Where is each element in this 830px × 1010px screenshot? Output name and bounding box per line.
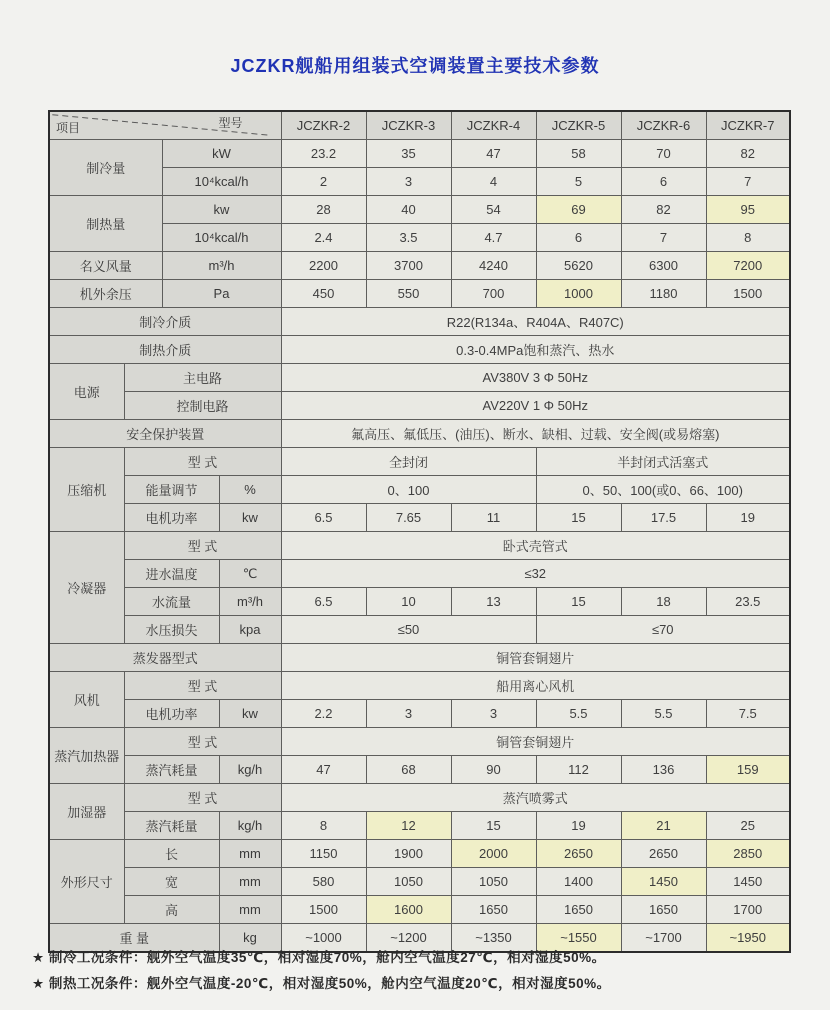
value-cell: 47 — [451, 140, 536, 168]
value-cell: 70 — [621, 140, 706, 168]
value-cell: 3.5 — [366, 224, 451, 252]
value-cell: 7 — [621, 224, 706, 252]
value-cell: 35 — [366, 140, 451, 168]
value-cell: 18 — [621, 588, 706, 616]
value-cell: 136 — [621, 756, 706, 784]
value-cell: 2650 — [536, 840, 621, 868]
value-cell: ~1950 — [706, 924, 790, 953]
value-cell: 1400 — [536, 868, 621, 896]
value-cell: 54 — [451, 196, 536, 224]
value-cell: 3700 — [366, 252, 451, 280]
value-cell: 6 — [536, 224, 621, 252]
unit-cell: mm — [219, 868, 281, 896]
value-cell: 450 — [281, 280, 366, 308]
value-cell: 1150 — [281, 840, 366, 868]
value-cell: 13 — [451, 588, 536, 616]
value-cell: 铜管套铜翅片 — [281, 644, 790, 672]
value-cell: 1650 — [451, 896, 536, 924]
label-cell: 控制电路 — [124, 392, 281, 420]
unit-cell: kW — [162, 140, 281, 168]
value-cell: 铜管套铜翅片 — [281, 728, 790, 756]
value-cell: 15 — [536, 504, 621, 532]
cooling-condition-note: ★ 制冷工况条件：舰外空气温度35℃，相对湿度70%，舱内空气温度27℃，相对湿度50%。 — [32, 950, 606, 965]
label-cell: 制热量 — [49, 196, 162, 252]
model-header-cell: JCZKR-7 — [706, 111, 790, 140]
value-cell: 40 — [366, 196, 451, 224]
value-cell: 2650 — [621, 840, 706, 868]
value-cell: 4240 — [451, 252, 536, 280]
value-cell: ~1700 — [621, 924, 706, 953]
model-header-cell: JCZKR-3 — [366, 111, 451, 140]
value-cell: 7200 — [706, 252, 790, 280]
model-header-cell: JCZKR-4 — [451, 111, 536, 140]
value-cell: ≤70 — [536, 616, 790, 644]
corner-header-cell — [49, 111, 281, 140]
value-cell: 82 — [621, 196, 706, 224]
corner-label-item: 项目 — [56, 121, 81, 135]
label-cell: 型 式 — [124, 784, 281, 812]
unit-cell: kw — [219, 700, 281, 728]
label-cell: 高 — [124, 896, 219, 924]
label-cell: 加湿器 — [49, 784, 124, 840]
value-cell: 112 — [536, 756, 621, 784]
value-cell: 5.5 — [621, 700, 706, 728]
unit-cell: kpa — [219, 616, 281, 644]
unit-cell: kg/h — [219, 812, 281, 840]
value-cell: ≤50 — [281, 616, 536, 644]
unit-cell: 10⁴kcal/h — [162, 224, 281, 252]
model-header-cell: JCZKR-2 — [281, 111, 366, 140]
diagonal-divider — [50, 112, 281, 139]
value-cell: 5 — [536, 168, 621, 196]
unit-cell: Pa — [162, 280, 281, 308]
value-cell: 1650 — [621, 896, 706, 924]
value-cell: 5620 — [536, 252, 621, 280]
value-cell: 47 — [281, 756, 366, 784]
unit-cell: m³/h — [162, 252, 281, 280]
value-cell: 2.2 — [281, 700, 366, 728]
value-cell: 0.3-0.4MPa饱和蒸汽、热水 — [281, 336, 790, 364]
value-cell: 11 — [451, 504, 536, 532]
label-cell: 蒸汽加热器 — [49, 728, 124, 784]
value-cell: 4 — [451, 168, 536, 196]
label-cell: 水流量 — [124, 588, 219, 616]
value-cell: 19 — [536, 812, 621, 840]
label-cell: 安全保护装置 — [49, 420, 281, 448]
value-cell: 23.5 — [706, 588, 790, 616]
value-cell: 船用离心风机 — [281, 672, 790, 700]
value-cell: 2 — [281, 168, 366, 196]
unit-cell: mm — [219, 840, 281, 868]
value-cell: 25 — [706, 812, 790, 840]
value-cell: 8 — [281, 812, 366, 840]
label-cell: 型 式 — [124, 448, 281, 476]
value-cell: AV220V 1 Φ 50Hz — [281, 392, 790, 420]
unit-cell: ℃ — [219, 560, 281, 588]
value-cell: 68 — [366, 756, 451, 784]
corner-label-model: 型号 — [218, 116, 243, 130]
footnotes — [32, 946, 812, 998]
value-cell: 1700 — [706, 896, 790, 924]
value-cell: 17.5 — [621, 504, 706, 532]
value-cell: ~1000 — [281, 924, 366, 953]
value-cell: 7.65 — [366, 504, 451, 532]
value-cell: 1600 — [366, 896, 451, 924]
unit-cell: m³/h — [219, 588, 281, 616]
unit-cell: mm — [219, 896, 281, 924]
value-cell: ~1200 — [366, 924, 451, 953]
value-cell: 23.2 — [281, 140, 366, 168]
heating-condition-note: ★ 制热工况条件：舰外空气温度-20℃，相对湿度50%，舱内空气温度20℃，相对湿度50%。 — [32, 976, 611, 991]
value-cell: 全封闭 — [281, 448, 536, 476]
label-cell: 制冷量 — [49, 140, 162, 196]
label-cell: 电机功率 — [124, 504, 219, 532]
unit-cell: kw — [162, 196, 281, 224]
label-cell: 长 — [124, 840, 219, 868]
value-cell: 5.5 — [536, 700, 621, 728]
value-cell: 159 — [706, 756, 790, 784]
value-cell: 10 — [366, 588, 451, 616]
label-cell: 水压损失 — [124, 616, 219, 644]
label-cell: 制热介质 — [49, 336, 281, 364]
value-cell: ~1550 — [536, 924, 621, 953]
value-cell: 95 — [706, 196, 790, 224]
page-title: JCZKR舰船用组装式空调装置主要技术参数 — [230, 56, 600, 76]
label-cell: 电机功率 — [124, 700, 219, 728]
value-cell: 700 — [451, 280, 536, 308]
label-cell: 压缩机 — [49, 448, 124, 532]
value-cell: 6300 — [621, 252, 706, 280]
value-cell: 28 — [281, 196, 366, 224]
label-cell: 机外余压 — [49, 280, 162, 308]
value-cell: 1900 — [366, 840, 451, 868]
value-cell: 58 — [536, 140, 621, 168]
unit-cell: 10⁴kcal/h — [162, 168, 281, 196]
value-cell: 6.5 — [281, 504, 366, 532]
label-cell: 宽 — [124, 868, 219, 896]
value-cell: 21 — [621, 812, 706, 840]
value-cell: 6.5 — [281, 588, 366, 616]
value-cell: 3 — [366, 168, 451, 196]
value-cell: 1050 — [451, 868, 536, 896]
value-cell: 7.5 — [706, 700, 790, 728]
value-cell: ~1350 — [451, 924, 536, 953]
label-cell: 主电路 — [124, 364, 281, 392]
value-cell: 1180 — [621, 280, 706, 308]
unit-cell: kw — [219, 504, 281, 532]
value-cell: 1450 — [706, 868, 790, 896]
label-cell: 重 量 — [49, 924, 219, 953]
value-cell: 12 — [366, 812, 451, 840]
value-cell: 4.7 — [451, 224, 536, 252]
value-cell: 82 — [706, 140, 790, 168]
value-cell: 90 — [451, 756, 536, 784]
value-cell: 1500 — [706, 280, 790, 308]
value-cell: 1000 — [536, 280, 621, 308]
label-cell: 蒸汽耗量 — [124, 756, 219, 784]
value-cell: 0、50、100(或0、66、100) — [536, 476, 790, 504]
value-cell: 2.4 — [281, 224, 366, 252]
value-cell: 15 — [451, 812, 536, 840]
unit-cell: kg/h — [219, 756, 281, 784]
spec-table — [48, 110, 791, 953]
value-cell: 半封闭式活塞式 — [536, 448, 790, 476]
label-cell: 制冷介质 — [49, 308, 281, 336]
value-cell: R22(R134a、R404A、R407C) — [281, 308, 790, 336]
label-cell: 蒸发器型式 — [49, 644, 281, 672]
label-cell: 型 式 — [124, 728, 281, 756]
unit-cell: % — [219, 476, 281, 504]
value-cell: 2850 — [706, 840, 790, 868]
value-cell: ≤32 — [281, 560, 790, 588]
label-cell: 能量调节 — [124, 476, 219, 504]
value-cell: 1450 — [621, 868, 706, 896]
unit-cell: kg — [219, 924, 281, 953]
value-cell: 69 — [536, 196, 621, 224]
label-cell: 型 式 — [124, 532, 281, 560]
label-cell: 外形尺寸 — [49, 840, 124, 924]
value-cell: 卧式壳管式 — [281, 532, 790, 560]
value-cell: 7 — [706, 168, 790, 196]
value-cell: 580 — [281, 868, 366, 896]
model-header-cell: JCZKR-5 — [536, 111, 621, 140]
label-cell: 名义风量 — [49, 252, 162, 280]
value-cell: 15 — [536, 588, 621, 616]
value-cell: 蒸汽喷雾式 — [281, 784, 790, 812]
value-cell: AV380V 3 Φ 50Hz — [281, 364, 790, 392]
value-cell: 19 — [706, 504, 790, 532]
value-cell: 3 — [366, 700, 451, 728]
label-cell: 蒸汽耗量 — [124, 812, 219, 840]
value-cell: 3 — [451, 700, 536, 728]
model-header-cell: JCZKR-6 — [621, 111, 706, 140]
label-cell: 型 式 — [124, 672, 281, 700]
value-cell: 2000 — [451, 840, 536, 868]
value-cell: 氟高压、氟低压、(油压)、断水、缺相、过载、安全阀(或易熔塞) — [281, 420, 790, 448]
label-cell: 风机 — [49, 672, 124, 728]
value-cell: 1050 — [366, 868, 451, 896]
value-cell: 2200 — [281, 252, 366, 280]
value-cell: 8 — [706, 224, 790, 252]
value-cell: 6 — [621, 168, 706, 196]
value-cell: 550 — [366, 280, 451, 308]
value-cell: 1500 — [281, 896, 366, 924]
label-cell: 冷凝器 — [49, 532, 124, 644]
label-cell: 进水温度 — [124, 560, 219, 588]
label-cell: 电源 — [49, 364, 124, 420]
value-cell: 1650 — [536, 896, 621, 924]
value-cell: 0、100 — [281, 476, 536, 504]
